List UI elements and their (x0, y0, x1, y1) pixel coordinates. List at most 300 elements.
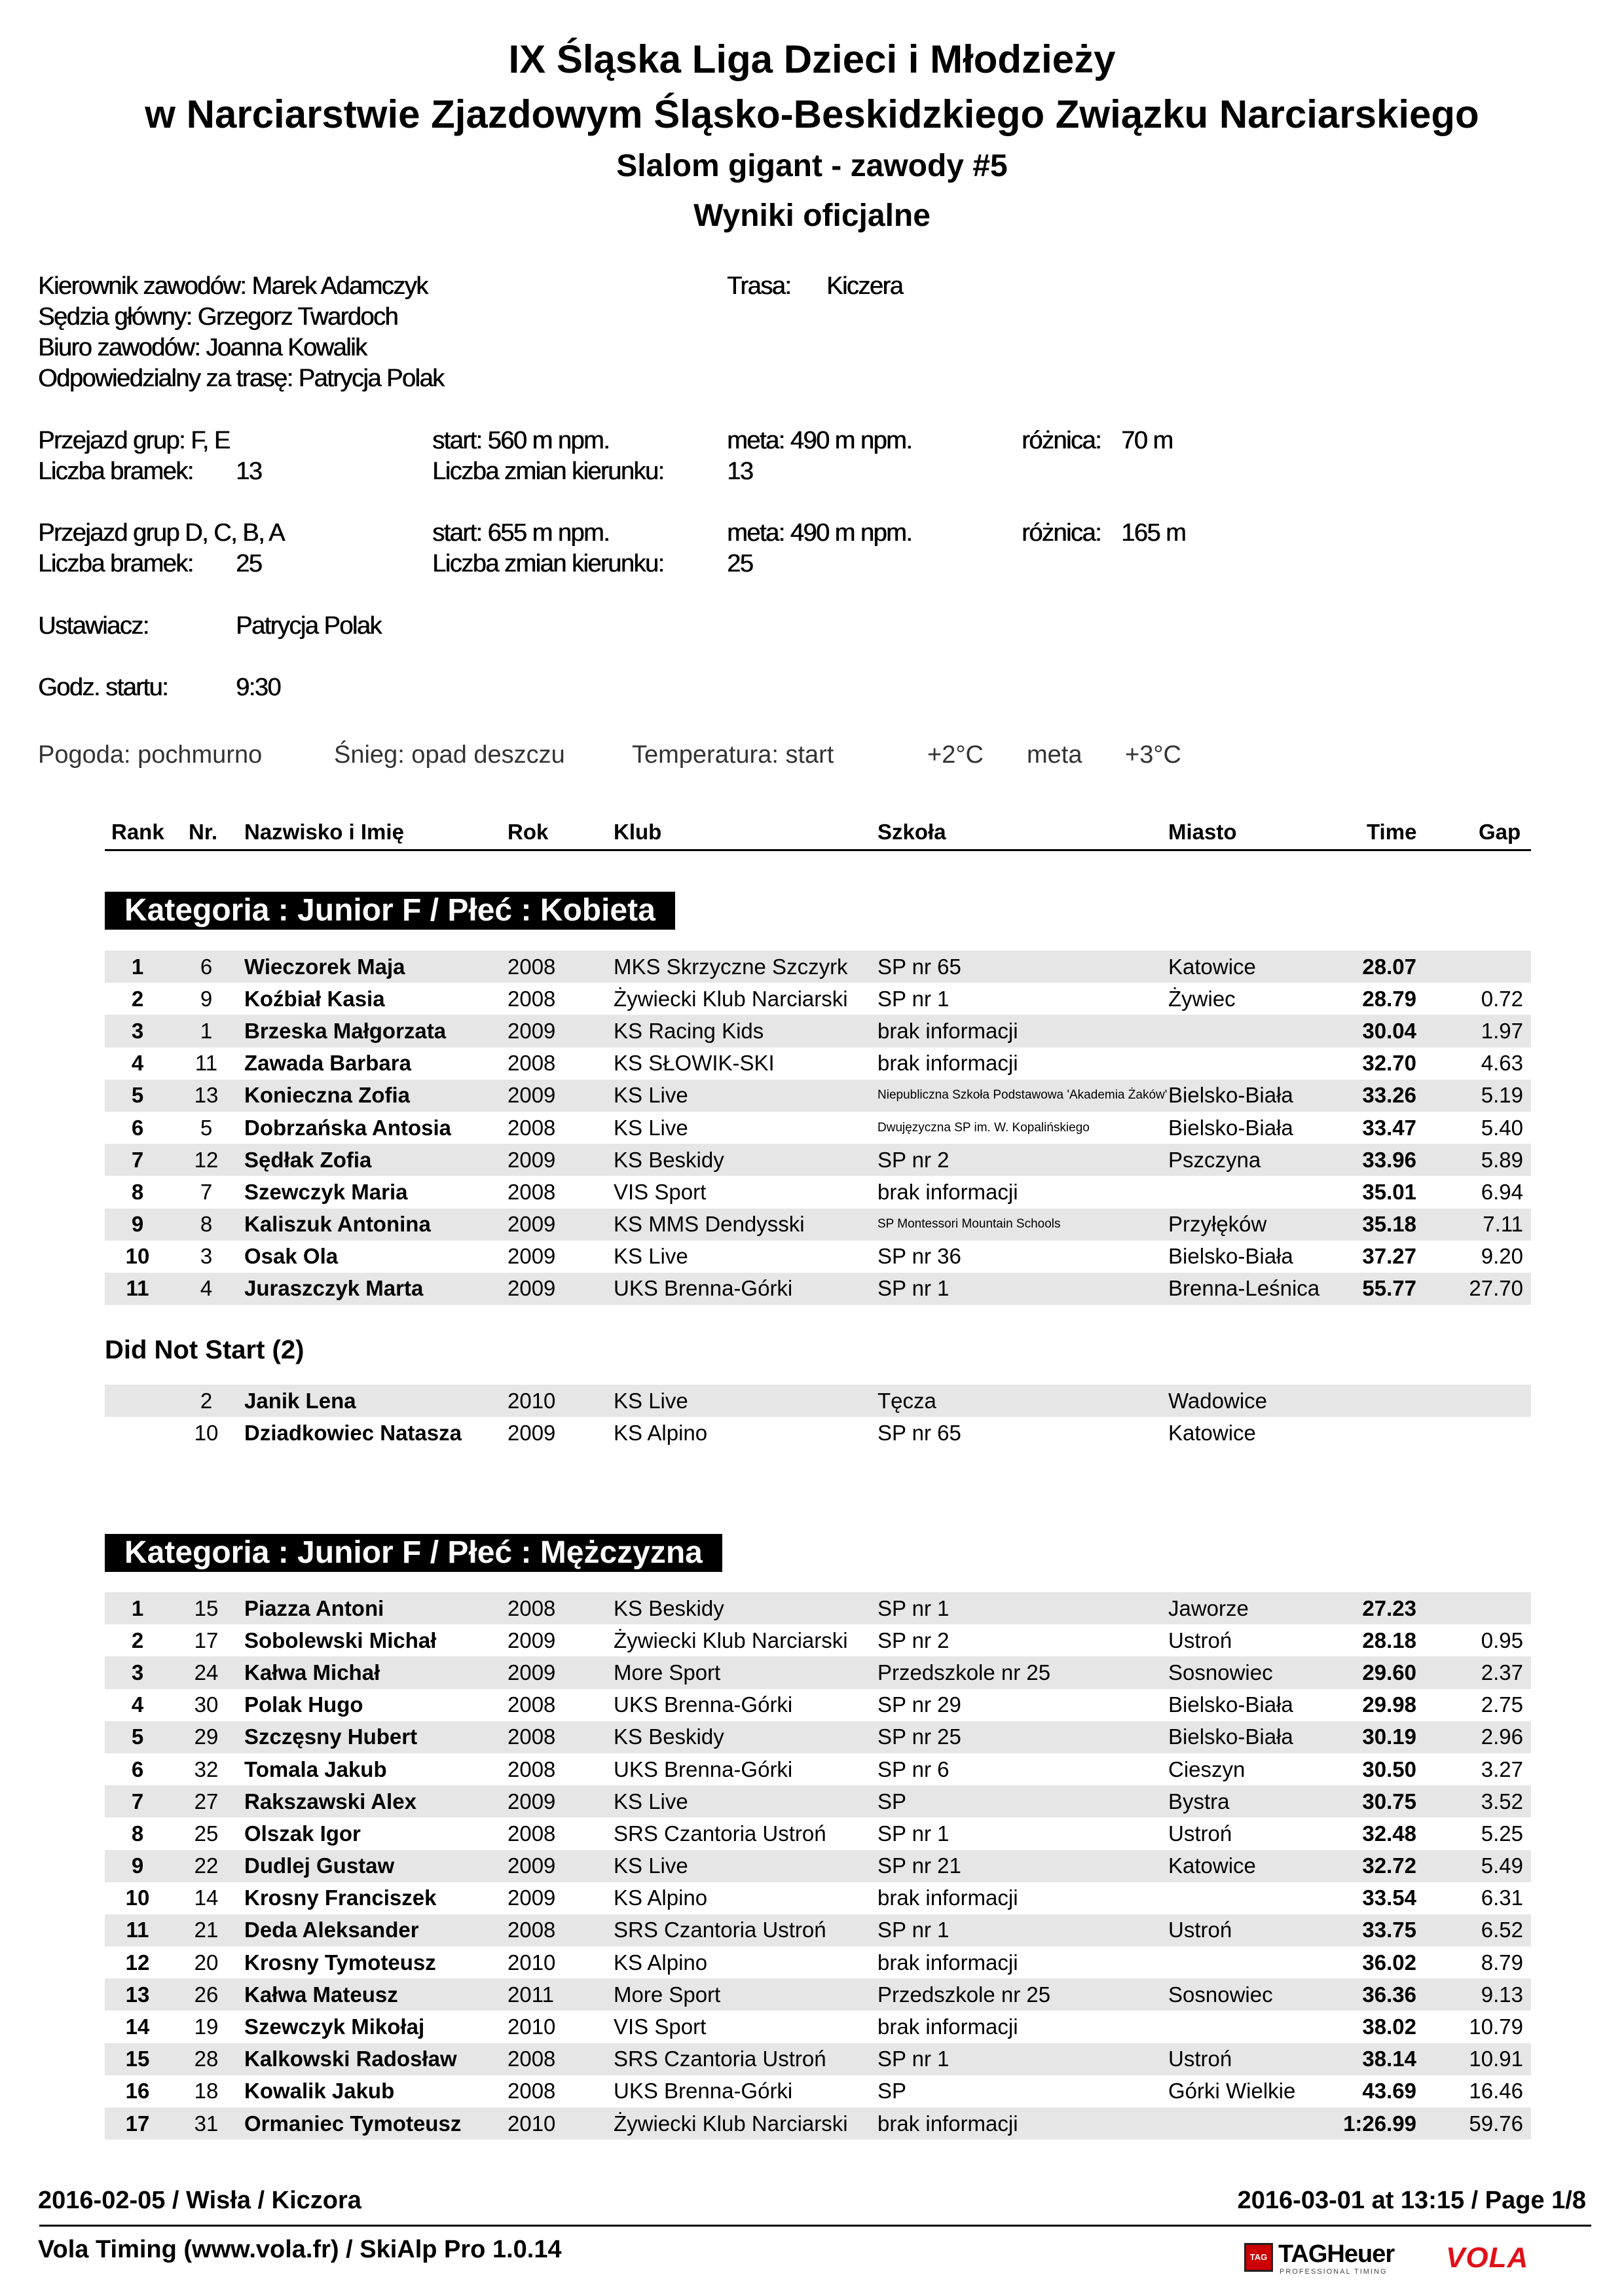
club-cell: VIS Sport (614, 1179, 707, 1204)
info-g2-meta: meta: 490 m npm. (727, 519, 912, 547)
gap-cell: 6.31 (1481, 1886, 1523, 1910)
year-cell: 2009 (507, 1789, 556, 1813)
table-row (105, 1689, 1531, 1721)
year-cell: 2009 (507, 1147, 556, 1172)
club-cell: UKS Brenna-Górki (614, 1692, 793, 1717)
gap-cell: 6.52 (1481, 1918, 1523, 1942)
city-cell: Bielsko-Biała (1168, 1692, 1293, 1717)
gap-cell: 1.97 (1481, 1018, 1523, 1043)
name-cell: Krosny Franciszek (244, 1886, 437, 1910)
time-cell: 38.14 (1362, 2047, 1416, 2071)
info-g2-diff-label: różnica: (1022, 519, 1101, 547)
rank-cell: 5 (131, 1083, 144, 1108)
info-trasa-label: Trasa: (727, 272, 791, 300)
city-cell: Jaworze (1168, 1595, 1249, 1620)
title-league: IX Śląska Liga Dzieci i Młodzieży (508, 37, 1116, 81)
col-time: Time (1367, 820, 1417, 844)
weather-temp-label: Temperatura: start (632, 741, 834, 769)
info-g2-label: Przejazd grup D, C, B, A (38, 519, 284, 547)
rank-cell: 1 (131, 1595, 144, 1620)
gap-cell: 5.25 (1481, 1821, 1523, 1846)
city-cell: Cieszyn (1168, 1757, 1246, 1781)
gap-cell: 5.89 (1481, 1147, 1523, 1172)
school-cell: brak informacji (877, 2014, 1018, 2039)
year-cell: 2009 (507, 1244, 556, 1269)
time-cell: 55.77 (1362, 1276, 1416, 1301)
city-cell: Bielsko-Biała (1168, 1724, 1293, 1749)
city-cell: Katowice (1168, 1420, 1256, 1445)
gap-cell: 2.37 (1481, 1660, 1523, 1685)
bib-cell: 7 (200, 1179, 213, 1204)
bib-cell: 14 (194, 1886, 219, 1910)
city-cell: Bielsko-Biała (1168, 1244, 1293, 1269)
year-cell: 2009 (507, 1276, 556, 1301)
rank-cell: 13 (125, 1982, 150, 2007)
col-nr: Nr. (189, 820, 218, 844)
club-cell: KS Racing Kids (614, 1018, 764, 1043)
school-cell: SP nr 1 (877, 1918, 950, 1942)
name-cell: Janik Lena (244, 1388, 356, 1413)
gap-cell: 2.75 (1481, 1692, 1523, 1717)
time-cell: 27.23 (1362, 1595, 1416, 1620)
dns-table (105, 1385, 1531, 1449)
city-cell: Bielsko-Biała (1168, 1115, 1293, 1140)
school-cell: SP nr 29 (877, 1692, 961, 1717)
rank-cell: 9 (131, 1212, 144, 1237)
vola-wordmark: VOLA (1446, 2242, 1529, 2274)
bib-cell: 11 (194, 1051, 218, 1076)
name-cell: Dudlej Gustaw (244, 1853, 395, 1878)
name-cell: Kalkowski Radosław (244, 2047, 457, 2071)
bib-cell: 2 (200, 1388, 213, 1413)
rank-cell: 8 (131, 1179, 144, 1204)
year-cell: 2009 (507, 1083, 556, 1108)
city-cell: Katowice (1168, 1853, 1256, 1878)
col-rank: Rank (111, 820, 164, 844)
club-cell: KS Live (614, 1083, 688, 1108)
info-g1-meta: meta: 490 m npm. (727, 427, 912, 454)
name-cell: Sędłak Zofia (244, 1147, 372, 1172)
table-row (105, 951, 1531, 983)
info-g1-gates: 13 (236, 458, 262, 485)
name-cell: Juraszczyk Marta (244, 1276, 424, 1301)
table-row (105, 1624, 1531, 1656)
gap-cell: 59.76 (1469, 2111, 1523, 2136)
club-cell: KS Alpino (614, 1950, 708, 1975)
bib-cell: 17 (194, 1628, 219, 1652)
city-cell: Ustroń (1168, 1821, 1232, 1846)
school-cell: SP nr 2 (877, 1147, 950, 1172)
city-cell: Brenna-Leśnica (1168, 1276, 1320, 1301)
results-table-female (105, 951, 1531, 1305)
year-cell: 2008 (507, 1115, 556, 1140)
city-cell: Ustroń (1168, 1918, 1232, 1942)
col-name: Nazwisko i Imię (244, 820, 404, 844)
gap-cell: 0.72 (1481, 986, 1523, 1011)
school-cell: Przedszkole nr 25 (877, 1982, 1051, 2007)
gap-cell: 5.40 (1481, 1115, 1523, 1140)
weather-meta-label: meta (1027, 741, 1082, 769)
time-cell: 43.69 (1362, 2079, 1416, 2104)
info-sedzia: Sędzia główny: Grzegorz Twardoch (38, 303, 398, 331)
info-godz-value: 9:30 (236, 674, 280, 701)
table-row (105, 1850, 1531, 1882)
time-cell: 33.54 (1362, 1886, 1416, 1910)
gap-cell: 5.49 (1481, 1853, 1523, 1878)
year-cell: 2008 (507, 986, 556, 1011)
club-cell: SRS Czantoria Ustroń (614, 2047, 826, 2071)
school-cell: SP nr 65 (877, 954, 961, 979)
info-g2-diff: 165 m (1121, 519, 1186, 547)
club-cell: VIS Sport (614, 2014, 707, 2039)
info-godz-label: Godz. startu: (38, 674, 168, 701)
year-cell: 2010 (507, 1950, 556, 1975)
time-cell: 28.18 (1362, 1628, 1416, 1652)
name-cell: Brzeska Małgorzata (244, 1018, 447, 1043)
school-cell: SP nr 25 (877, 1724, 961, 1749)
club-cell: Żywiecki Klub Narciarski (614, 986, 848, 1011)
club-cell: KS Live (614, 1244, 688, 1269)
bib-cell: 12 (194, 1147, 219, 1172)
title-event: Slalom gigant - zawody #5 (616, 149, 1008, 183)
col-school: Szkoła (877, 820, 946, 844)
time-cell: 30.04 (1362, 1018, 1416, 1043)
table-row (105, 1785, 1531, 1817)
table-row (105, 1592, 1531, 1624)
gap-cell: 10.91 (1469, 2047, 1523, 2071)
club-cell: Żywiecki Klub Narciarski (614, 2111, 848, 2136)
gap-cell: 9.13 (1481, 1982, 1523, 2007)
club-cell: MKS Skrzyczne Szczyrk (614, 954, 848, 979)
year-cell: 2009 (507, 1420, 556, 1445)
time-cell: 28.79 (1362, 986, 1416, 1011)
gap-cell: 10.79 (1469, 2014, 1523, 2039)
bib-cell: 31 (194, 2111, 219, 2136)
year-cell: 2009 (507, 1853, 556, 1878)
category-header-female: Kategoria : Junior F / Płeć : Kobieta (105, 892, 675, 930)
school-cell: SP nr 2 (877, 1628, 950, 1652)
club-cell: KS Live (614, 1789, 688, 1813)
time-cell: 30.75 (1362, 1789, 1416, 1813)
bib-cell: 3 (200, 1244, 213, 1269)
bib-cell: 26 (194, 1982, 219, 2007)
time-cell: 36.02 (1362, 1950, 1416, 1975)
gap-cell: 5.19 (1481, 1083, 1523, 1108)
tagheuer-logo (1244, 2239, 1441, 2278)
club-cell: KS Alpino (614, 1420, 708, 1445)
gap-cell: 16.46 (1469, 2079, 1523, 2104)
year-cell: 2009 (507, 1018, 556, 1043)
rank-cell: 9 (131, 1853, 144, 1878)
school-cell: SP nr 1 (877, 2047, 950, 2071)
table-row (105, 1817, 1531, 1850)
bib-cell: 27 (194, 1789, 219, 1813)
table-row (105, 1080, 1531, 1112)
city-cell: Bielsko-Biała (1168, 1083, 1293, 1108)
gap-cell: 9.20 (1481, 1244, 1523, 1269)
gap-cell: 3.52 (1481, 1789, 1523, 1813)
time-cell: 33.47 (1362, 1115, 1416, 1140)
title-subtitle: w Narciarstwie Zjazdowym Śląsko-Beskidzkiego Związku Narciarskiego (145, 92, 1479, 136)
col-city: Miasto (1168, 820, 1237, 844)
rank-cell: 4 (131, 1051, 144, 1076)
time-cell: 36.36 (1362, 1982, 1416, 2007)
bib-cell: 1 (200, 1018, 213, 1043)
info-g1-gates-label: Liczba bramek: (38, 458, 193, 485)
time-cell: 35.01 (1362, 1179, 1416, 1204)
year-cell: 2008 (507, 954, 556, 979)
time-cell: 35.18 (1362, 1212, 1416, 1237)
club-cell: UKS Brenna-Górki (614, 1276, 793, 1301)
year-cell: 2008 (507, 1692, 556, 1717)
name-cell: Dobrzańska Antosia (244, 1115, 452, 1140)
rank-cell: 10 (125, 1886, 150, 1910)
gap-cell: 2.96 (1481, 1724, 1523, 1749)
year-cell: 2010 (507, 1388, 556, 1413)
club-cell: KS Beskidy (614, 1147, 724, 1172)
name-cell: Szewczyk Mikołaj (244, 2014, 425, 2039)
info-g1-label: Przejazd grup: F, E (38, 427, 230, 454)
club-cell: KS SŁOWIK-SKI (614, 1051, 775, 1076)
info-g2-changes: 25 (727, 550, 753, 577)
school-cell: brak informacji (877, 1051, 1018, 1076)
weather-temp-meta: +3°C (1125, 741, 1181, 769)
name-cell: Kaliszuk Antonina (244, 1212, 431, 1237)
name-cell: Szczęsny Hubert (244, 1724, 418, 1749)
club-cell: SRS Czantoria Ustroń (614, 1821, 826, 1846)
club-cell: KS Live (614, 1853, 688, 1878)
school-cell: SP nr 21 (877, 1853, 961, 1878)
school-cell: brak informacji (877, 1179, 1018, 1204)
school-cell: SP nr 1 (877, 1821, 950, 1846)
name-cell: Wieczorek Maja (244, 954, 405, 979)
rank-cell: 16 (125, 2079, 150, 2104)
bib-cell: 13 (194, 1083, 219, 1108)
results-table-male (105, 1592, 1531, 2140)
year-cell: 2010 (507, 2111, 556, 2136)
tagheuer-subline: PROFESSIONAL TIMING (1280, 2268, 1388, 2276)
rank-cell: 8 (131, 1821, 144, 1846)
city-cell: Wadowice (1168, 1388, 1267, 1413)
name-cell: Tomala Jakub (244, 1757, 387, 1781)
info-odpowiedzialny: Odpowiedzialny za trasę: Patrycja Polak (38, 365, 444, 392)
footer-date-place: 2016-02-05 / Wisła / Kiczora (38, 2187, 361, 2214)
name-cell: Koźbiał Kasia (244, 986, 385, 1011)
rank-cell: 17 (125, 2111, 150, 2136)
gap-cell: 4.63 (1481, 1051, 1523, 1076)
name-cell: Kowalik Jakub (244, 2079, 395, 2104)
school-cell: Przedszkole nr 25 (877, 1660, 1051, 1685)
weather-pogoda: Pogoda: pochmurno (38, 741, 263, 769)
time-cell: 29.60 (1362, 1660, 1416, 1685)
info-ustawiacz-label: Ustawiacz: (38, 612, 149, 640)
school-cell: brak informacji (877, 1950, 1018, 1975)
rank-cell: 3 (131, 1660, 144, 1685)
table-row (105, 2075, 1531, 2107)
year-cell: 2009 (507, 1628, 556, 1652)
bib-cell: 18 (194, 2079, 219, 2104)
year-cell: 2008 (507, 2047, 556, 2071)
school-cell: SP (877, 1789, 907, 1813)
bib-cell: 19 (194, 2014, 219, 2039)
club-cell: UKS Brenna-Górki (614, 2079, 793, 2104)
name-cell: Piazza Antoni (244, 1595, 384, 1620)
year-cell: 2009 (507, 1212, 556, 1237)
table-row (105, 1144, 1531, 1176)
rank-cell: 14 (125, 2014, 150, 2039)
name-cell: Sobolewski Michał (244, 1628, 437, 1652)
info-ustawiacz-value: Patrycja Polak (236, 612, 381, 640)
table-row (105, 1112, 1531, 1144)
bib-cell: 21 (194, 1918, 219, 1942)
table-row (105, 1048, 1531, 1080)
table-row (105, 983, 1531, 1015)
year-cell: 2008 (507, 1821, 556, 1846)
table-row (105, 1241, 1531, 1273)
bib-cell: 28 (194, 2047, 219, 2071)
club-cell: KS MMS Dendysski (614, 1212, 805, 1237)
club-cell: More Sport (614, 1660, 721, 1685)
name-cell: Dziadkowiec Natasza (244, 1420, 462, 1445)
title-results: Wyniki oficjalne (693, 198, 931, 233)
col-year: Rok (507, 820, 549, 844)
rank-cell: 7 (131, 1147, 144, 1172)
name-cell: Polak Hugo (244, 1692, 363, 1717)
time-cell: 32.70 (1362, 1051, 1416, 1076)
table-row (105, 1176, 1531, 1208)
name-cell: Ormaniec Tymoteusz (244, 2111, 462, 2136)
name-cell: Olszak Igor (244, 1821, 361, 1846)
year-cell: 2008 (507, 1051, 556, 1076)
table-row (105, 1946, 1531, 1978)
city-cell: Pszczyna (1168, 1147, 1261, 1172)
gap-cell: 6.94 (1481, 1179, 1523, 1204)
time-cell: 32.72 (1362, 1853, 1416, 1878)
time-cell: 1:26.99 (1343, 2111, 1416, 2136)
year-cell: 2010 (507, 2014, 556, 2039)
weather-temp-start: +2°C (927, 741, 984, 769)
info-g2-gates-label: Liczba bramek: (38, 550, 193, 577)
school-cell: brak informacji (877, 1886, 1018, 1910)
school-cell: SP nr 1 (877, 1276, 950, 1301)
city-cell: Katowice (1168, 954, 1256, 979)
header-divider (105, 849, 1531, 851)
footer-credit: Vola Timing (www.vola.fr) / SkiAlp Pro 1.0.14 (38, 2236, 562, 2263)
time-cell: 32.48 (1362, 1821, 1416, 1846)
info-g1-start: start: 560 m npm. (432, 427, 610, 454)
bib-cell: 8 (200, 1212, 213, 1237)
city-cell: Sosnowiec (1168, 1982, 1273, 2007)
tagheuer-wordmark: TAGHeuer (1278, 2240, 1395, 2268)
time-cell: 33.26 (1362, 1083, 1416, 1108)
bib-cell: 4 (200, 1276, 213, 1301)
category-header-male: Kategoria : Junior F / Płeć : Mężczyzna (105, 1534, 722, 1572)
school-cell: brak informacji (877, 1018, 1018, 1043)
year-cell: 2008 (507, 1918, 556, 1942)
time-cell: 33.96 (1362, 1147, 1416, 1172)
bib-cell: 22 (194, 1853, 219, 1878)
year-cell: 2011 (507, 1982, 554, 2007)
year-cell: 2008 (507, 1179, 556, 1204)
vola-logo (1446, 2239, 1590, 2278)
rank-cell: 2 (131, 986, 144, 1011)
bib-cell: 15 (194, 1595, 219, 1620)
club-cell: KS Beskidy (614, 1595, 724, 1620)
footer-printed-page: 2016-03-01 at 13:15 / Page 1/8 (1237, 2187, 1586, 2214)
info-g1-changes-label: Liczba zmian kierunku: (432, 458, 664, 485)
info-g1-diff-label: różnica: (1022, 427, 1101, 454)
table-row (105, 2107, 1531, 2140)
school-cell: SP Montessori Mountain Schools (877, 1217, 1061, 1231)
info-g2-changes-label: Liczba zmian kierunku: (432, 550, 664, 577)
name-cell: Zawada Barbara (244, 1051, 411, 1076)
school-cell: brak informacji (877, 2111, 1018, 2136)
footer-divider (39, 2225, 1591, 2227)
time-cell: 30.50 (1362, 1757, 1416, 1781)
school-cell: SP (877, 2079, 907, 2104)
rank-cell: 1 (131, 954, 144, 979)
time-cell: 30.19 (1362, 1724, 1416, 1749)
school-cell: Dwujęzyczna SP im. W. Kopalińskiego (877, 1120, 1090, 1135)
bib-cell: 20 (194, 1950, 219, 1975)
col-gap: Gap (1479, 820, 1521, 844)
gap-cell: 8.79 (1481, 1950, 1523, 1975)
school-cell: SP nr 1 (877, 1595, 950, 1620)
city-cell: Ustroń (1168, 1628, 1232, 1652)
year-cell: 2008 (507, 1757, 556, 1781)
table-row (105, 1978, 1531, 2011)
school-cell: SP nr 1 (877, 986, 950, 1011)
year-cell: 2009 (507, 1886, 556, 1910)
rank-cell: 2 (131, 1628, 144, 1652)
table-row (105, 2011, 1531, 2043)
name-cell: Krosny Tymoteusz (244, 1950, 436, 1975)
time-cell: 37.27 (1362, 1244, 1416, 1269)
club-cell: KS Live (614, 1388, 688, 1413)
time-cell: 33.75 (1362, 1918, 1416, 1942)
gap-cell: 27.70 (1469, 1276, 1523, 1301)
year-cell: 2008 (507, 1724, 556, 1749)
rank-cell: 7 (131, 1789, 144, 1813)
city-cell: Żywiec (1168, 986, 1236, 1011)
bib-cell: 32 (194, 1757, 219, 1781)
school-cell: Niepubliczna Szkoła Podstawowa 'Akademia Żaków' (877, 1088, 1168, 1102)
rank-cell: 11 (126, 1276, 149, 1301)
name-cell: Osak Ola (244, 1244, 339, 1269)
info-g1-diff: 70 m (1121, 427, 1173, 454)
time-cell: 28.07 (1362, 954, 1416, 979)
table-row (105, 1209, 1531, 1241)
table-row (105, 1753, 1531, 1785)
table-row (105, 1721, 1531, 1753)
club-cell: KS Beskidy (614, 1724, 724, 1749)
table-row (105, 1273, 1531, 1305)
bib-cell: 9 (200, 986, 213, 1011)
club-cell: KS Live (614, 1115, 688, 1140)
gap-cell: 3.27 (1481, 1757, 1523, 1781)
rank-cell: 11 (126, 1918, 149, 1942)
year-cell: 2008 (507, 1595, 556, 1620)
rank-cell: 4 (131, 1692, 144, 1717)
club-cell: UKS Brenna-Górki (614, 1757, 793, 1781)
school-cell: Tęcza (877, 1388, 936, 1413)
rank-cell: 15 (125, 2047, 150, 2071)
dns-title: Did Not Start (2) (105, 1336, 304, 1364)
tagheuer-badge: TAG (1244, 2243, 1273, 2272)
info-trasa-value: Kiczera (826, 272, 903, 300)
info-g1-changes: 13 (727, 458, 753, 485)
time-cell: 29.98 (1362, 1692, 1416, 1717)
